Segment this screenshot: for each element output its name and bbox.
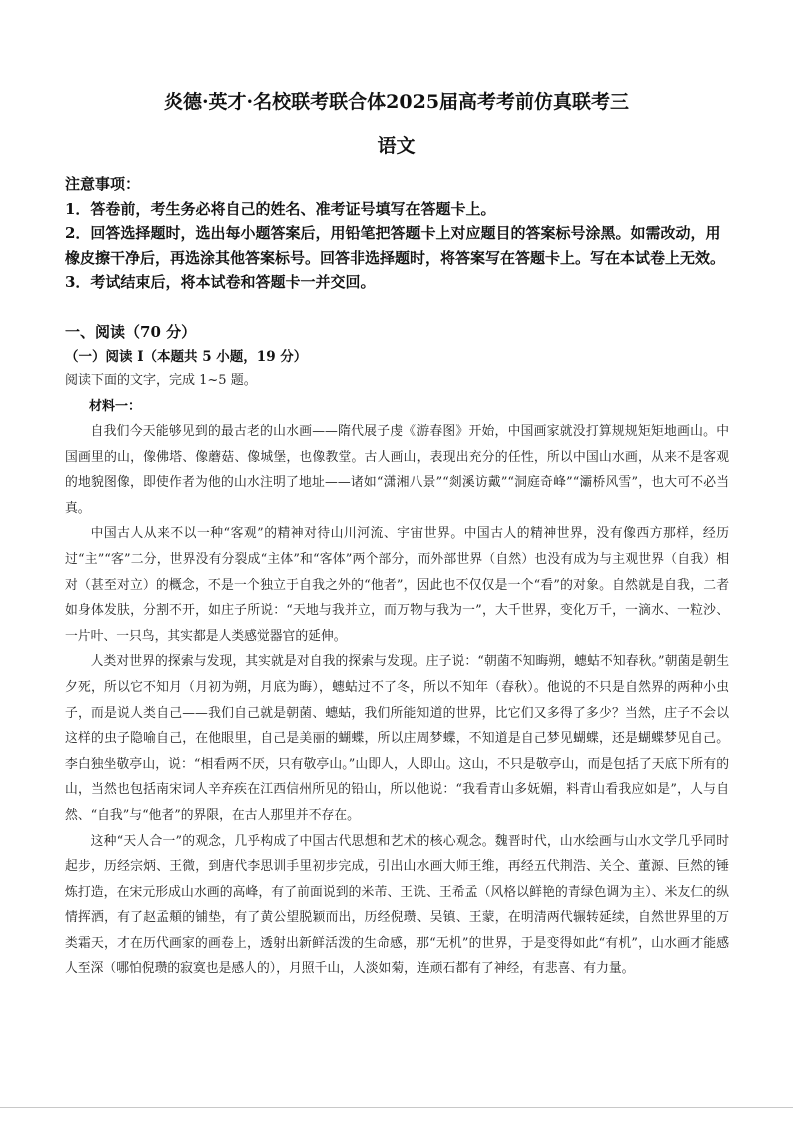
section-subheading: （一）阅读 I（本题共 5 小题，19 分） (65, 349, 308, 365)
notice-item: 1．答卷前，考生务必将自己的姓名、准考证号填写在答题卡上。 (65, 199, 496, 218)
material-label: 材料一： (89, 399, 142, 414)
page-divider (0, 1107, 793, 1108)
section-heading: 一、阅读（70 分） (65, 323, 197, 341)
notice-item: 3．考试结束后，将本试卷和答题卡一并交回。 (65, 273, 376, 291)
notice-heading: 注意事项： (65, 175, 141, 193)
passage-paragraph: 这种“天人合一”的观念，几乎构成了中国古代思想和艺术的核心观念。魏晋时代，山水绘画与山水文学几乎同时起步，历经宗炳、王微，到唐代李思训手里初步完成，引出山水画大师王维，再经五代荆浩、关仝、董源、巨然的锤炼打造，在宋元形成山水画的高峰，有了前面说到的米芾、王诜、王希孟（风格以鲜艳的青绿色调为主）、米友仁的纵情挥洒，有了赵孟頫的铺垫，有了黄公望脱颖而出，历经倪瓒、吴镇、王蒙，在明清两代辗转延续，自然世界里的万类霜天，才在历代画家的画卷上，透射出新鲜活泼的生命感，那“无机”的世界，于是变得如此“有机”，山水画才能感人至深（哪怕倪瓒的寂寞也是感人的），月照千山，人淡如菊，连顽石都有了神经，有悲喜、有力量。 (65, 833, 729, 977)
exam-title: 炎德·英才·名校联考联合体2025届高考考前仿真联考三 (163, 91, 630, 113)
instruction-text: 阅读下面的文字，完成 1~5 题。 (65, 373, 257, 388)
subject-title: 语文 (377, 135, 416, 157)
passage-paragraph: 人类对世界的探索与发现，其实就是对自我的探索与发现。庄子说：“朝菌不知晦朔，蟪蛄不知春秋。”朝菌是朝生夕死，所以它不知月（月初为朔，月底为晦），蟪蛄过不了冬，所以不知年（春秋）。他说的不只是自然界的两种小虫子，而是说人类自己——我们自己就是朝菌、蟪蛄，我们所能知道的世界，比它们又多得了多少？当然，庄子不会以这样的虫子隐喻自己，在他眼里，自己是美丽的蝴蝶，所以庄周梦蝶，不知道是自己梦见蝴蝶，还是蝴蝶梦见自己。李白独坐敬亭山，说：“相看两不厌，只有敬亭山。”山即人，人即山。这山，不只是敬亭山，而是包括了天底下所有的山，当然也包括南宋词人辛弃疾在江西信州所见的铅山，所以他说：“我看青山多妩媚，料青山看我应如是”，人与自然、“自我”与“他者”的界限，在古人那里并不存在。 (65, 654, 729, 823)
notice-item: 2．回答选择题时，选出每小题答案后，用铅笔把答题卡上对应题目的答案标号涂黑。如需改动，用橡皮擦干净后，再选涂其他答案标号。回答非选择题时，将答案写在答题卡上。写在本试卷上无效。 (65, 224, 726, 267)
reading-passage (65, 419, 729, 982)
notice-section (65, 172, 729, 295)
passage-paragraph: 自我们今天能够见到的最古老的山水画——隋代展子虔《游春图》开始，中国画家就没打算规规矩矩地画山。中国画里的山，像佛塔、像蘑菇、像城堡，也像教堂。古人画山，表现出充分的任性，所以中国山水画，从来不是客观的地貌图像，即使作者为他的山水注明了地址——诸如“潇湘八景”“剡溪访戴”“洞庭奇峰”“灞桥风雪”，也大可不必当真。 (65, 424, 729, 516)
passage-paragraph: 中国古人从来不以一种“客观”的精神对待山川河流、宇宙世界。中国古人的精神世界，没有像西方那样，经历过“主”“客”二分，世界没有分裂成“主体”和“客体”两个部分，而外部世界（自然）也没有成为与主观世界（自我）相对（甚至对立）的概念，不是一个独立于自我之外的“他者”，因此也不仅仅是一个“看”的对象。自然就是自我，二者如身体发肤，分割不开，如庄子所说：“天地与我并立，而万物与我为一”，大千世界，变化万千，一滴水、一粒沙、一片叶、一只鸟，其实都是人类感觉器官的延伸。 (65, 526, 729, 644)
